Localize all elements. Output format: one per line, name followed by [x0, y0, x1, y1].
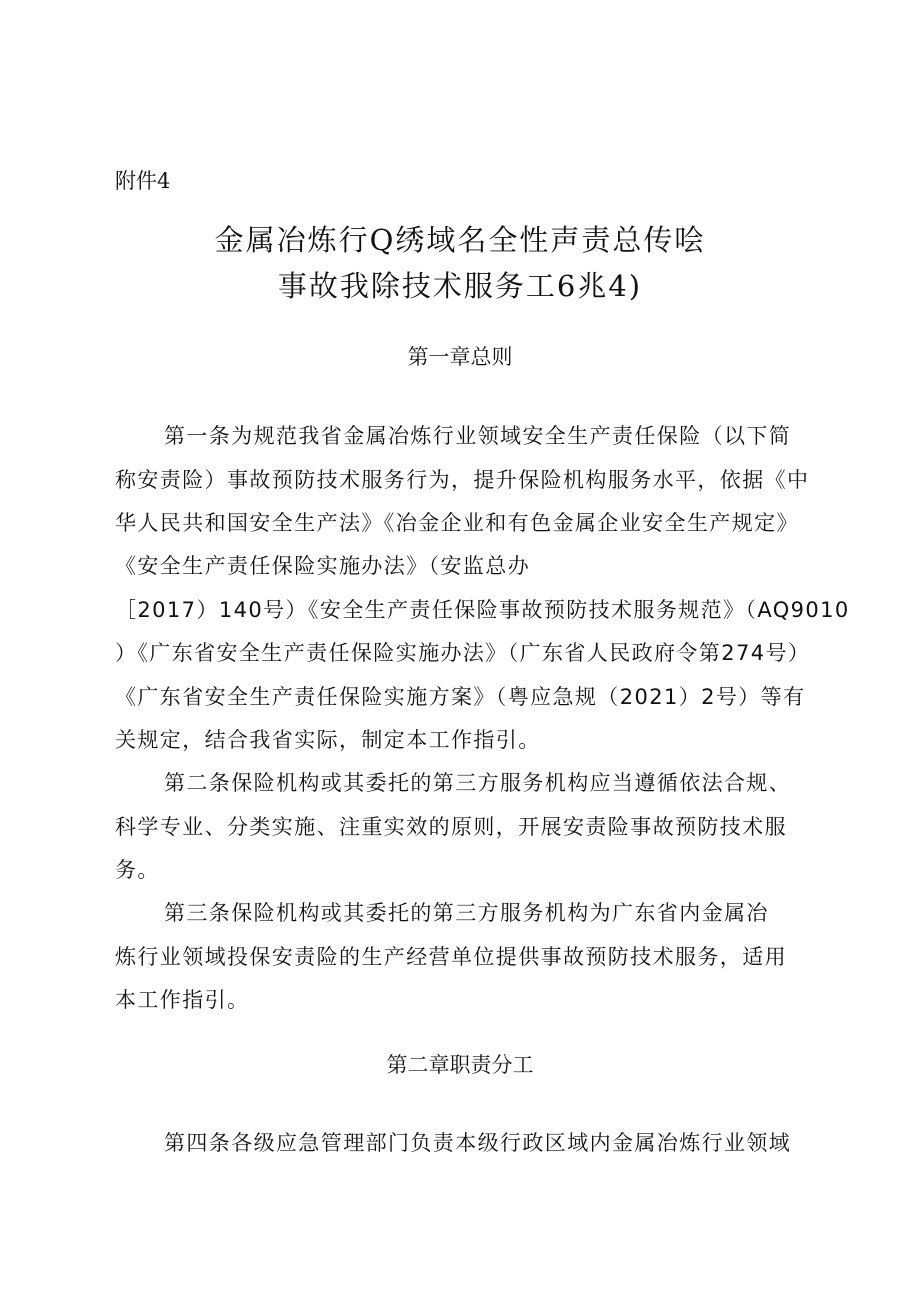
article-2-line: 务。 — [115, 858, 160, 882]
article-4-line: 第四条各级应急管理部门负责本级行政区域内金属冶炼行业领域 — [164, 1131, 792, 1155]
article-1-line: 华人民共和国安全生产法》《冶金企业和有色金属企业安全生产规定》 — [115, 511, 799, 535]
article-3-line: 第三条保险机构或其委托的第三方服务机构为广东省内金属冶 — [164, 901, 769, 925]
document-title-line-1: 金属冶炼行Q绣域名全性声责总传哙 — [214, 223, 706, 257]
chapter-2-heading: 第二章职责分工 — [386, 1053, 534, 1077]
annex-label: 附件4 — [115, 169, 171, 193]
document-title-line-2: 事故我除技术服务工6兆4) — [277, 269, 643, 303]
article-1-line: ）《广东省安全生产责任保险实施办法》（广东省人民政府令第274号） — [115, 641, 811, 665]
chapter-1-heading: 第一章总则 — [407, 345, 513, 369]
article-1-line: 关规定，结合我省实际，制定本工作指引。 — [115, 728, 541, 752]
article-2-line: 第二条保险机构或其委托的第三方服务机构应当遵循依法合规、 — [164, 771, 792, 795]
article-2-line: 科学专业、分类实施、注重实效的原则，开展安责险事故预防技术服 — [115, 815, 787, 839]
article-3-line: 炼行业领域投保安责险的生产经营单位提供事故预防技术服务，适用 — [115, 945, 787, 969]
article-1-line: 《广东省安全生产责任保险实施方案》（粤应急规（2021）2号）等有 — [115, 685, 806, 709]
article-3-line: 本工作指引。 — [115, 988, 250, 1012]
article-1-line: ［2017）140号）《安全生产责任保险事故预防技术服务规范》（AQ9010 — [115, 598, 850, 622]
article-1-line: 第一条为规范我省金属冶炼行业领域安全生产责任保险（以下简 — [164, 424, 792, 448]
article-1-line: 称安责险）事故预防技术服务行为，提升保险机构服务水平，依据《中 — [115, 468, 810, 492]
article-1-line: 《安全生产责任保险实施办法》（安监总办 — [115, 554, 531, 578]
